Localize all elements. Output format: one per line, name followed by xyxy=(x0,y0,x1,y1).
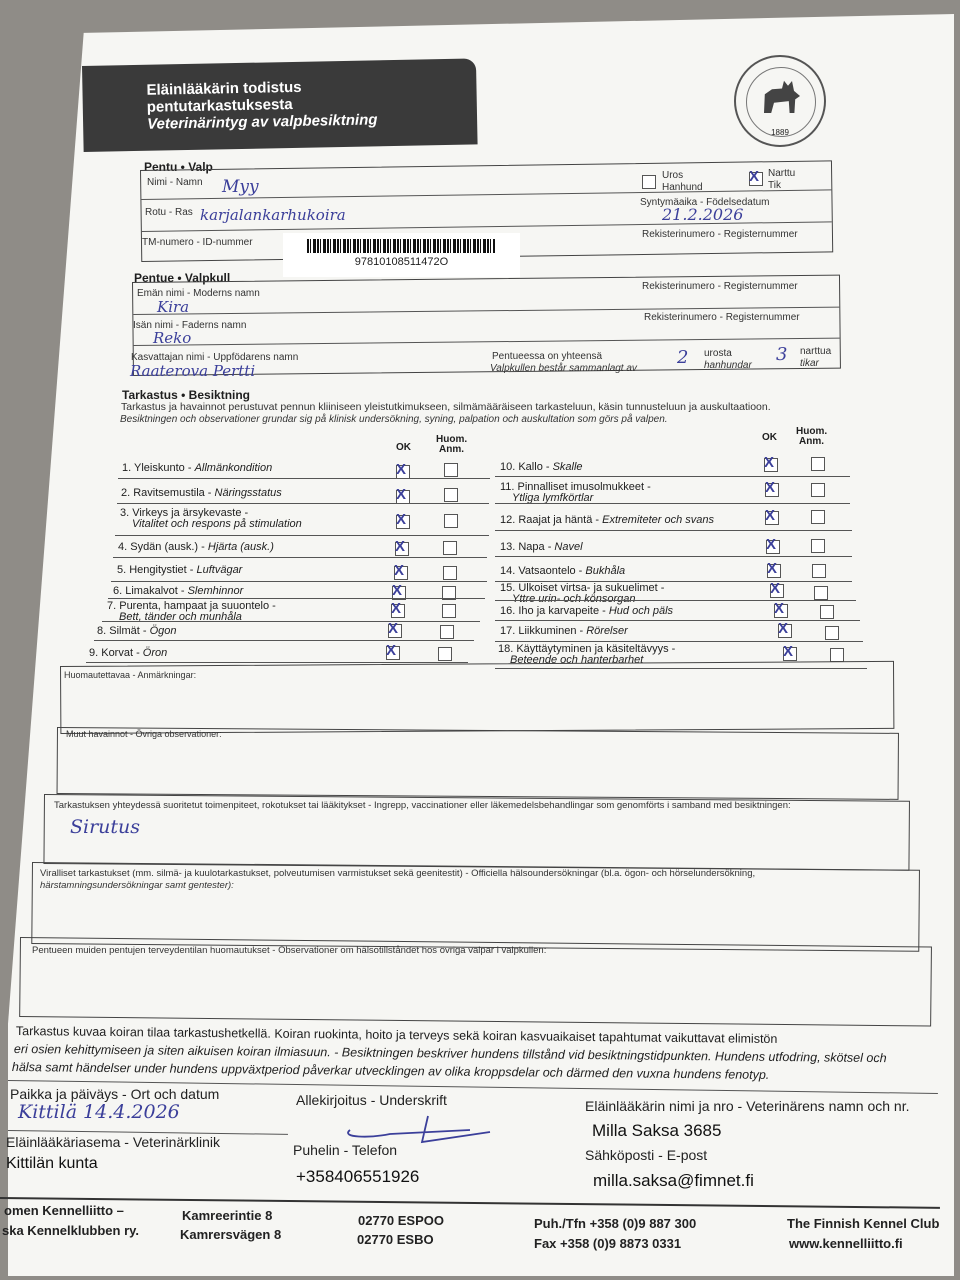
check-mark: X xyxy=(783,643,794,660)
check-mark: X xyxy=(767,560,778,577)
item-label-fi: 10. Kallo - xyxy=(500,461,553,473)
divider xyxy=(495,620,860,621)
item-label-fi: 17. Liikkuminen - xyxy=(500,625,587,637)
item-label-fi: 3. Virkeys ja ärsykevaste - xyxy=(120,507,249,519)
item-label-fi: 8. Silmät - xyxy=(97,625,150,637)
item-label-fi: 11. Pinnalliset imusolmukkeet - xyxy=(500,481,651,493)
father-register-label: Rekisterinumero - Registernummer xyxy=(644,312,800,323)
item-label-sv: Vitalitet och respons på stimulation xyxy=(132,518,302,530)
right-item-9-ok-checkbox[interactable] xyxy=(783,643,797,661)
divider xyxy=(108,598,485,599)
item-label-sv: Allmänkondition xyxy=(194,462,273,474)
divider xyxy=(86,662,468,663)
divider xyxy=(115,535,489,536)
right-item-2-remark-checkbox[interactable] xyxy=(811,483,825,497)
check-mark: X xyxy=(394,562,405,579)
name-value: Myy xyxy=(222,177,259,197)
phone-value: +358406551926 xyxy=(296,1167,420,1186)
divider xyxy=(117,503,489,504)
section-title-tarkastus: Tarkastus • Besiktning xyxy=(122,388,251,402)
item-label-sv: Öron xyxy=(142,647,168,659)
divider xyxy=(495,600,856,601)
right-item-4-remark-checkbox[interactable] xyxy=(811,539,825,553)
kennel-club-seal xyxy=(734,55,826,147)
female-count-value: 3 xyxy=(776,344,788,365)
check-mark: X xyxy=(392,582,403,599)
register-number-label: Rekisterinumero - Registernummer xyxy=(642,229,798,240)
footer-org-fi: omen Kennelliitto – xyxy=(4,1203,124,1218)
remark-column-header-left xyxy=(436,435,467,455)
item-label-fi: 15. Ulkoiset virtsa- ja sukuelimet - xyxy=(500,582,665,594)
right-item-5-remark-checkbox[interactable] xyxy=(812,564,826,578)
right-item-3-remark-checkbox[interactable] xyxy=(811,510,825,524)
right-item-7-label xyxy=(500,606,673,617)
email-value: milla.saksa@fimnet.fi xyxy=(593,1171,754,1190)
right-item-9-remark-checkbox[interactable] xyxy=(830,648,844,662)
left-item-8-ok-checkbox[interactable] xyxy=(388,620,402,638)
divider xyxy=(94,640,474,641)
check-mark: X xyxy=(396,486,407,503)
father-value: Reko xyxy=(153,329,192,347)
right-item-4-label xyxy=(500,542,583,553)
birthdate-value: 21.2.2026 xyxy=(662,205,744,224)
left-item-4-remark-checkbox[interactable] xyxy=(443,541,457,555)
inspection-intro-fi: Tarkastus ja havainnot perustuvat pennun kliiniseen yleistutkimukseen, silmämääräiseen tarkasteluun, käsin tunnusteluun ja auskultaatioon. xyxy=(121,401,771,413)
check-mark: X xyxy=(386,642,397,659)
right-item-3-label xyxy=(500,515,714,526)
male-label-sv: Hanhund xyxy=(662,182,703,193)
item-label-sv: Näringsstatus xyxy=(214,487,282,499)
item-label-sv: Ytliga lymfkörtlar xyxy=(512,492,594,504)
item-label-sv: Hjärta (ausk.) xyxy=(207,541,274,553)
check-mark: X xyxy=(764,454,775,471)
breeder-value: Raaterova Pertti xyxy=(130,362,256,380)
left-item-2-remark-checkbox[interactable] xyxy=(444,488,458,502)
left-item-3-ok-checkbox[interactable] xyxy=(396,511,410,529)
other-observations-label: Muut havainnot - Övriga observationer: xyxy=(66,729,222,739)
footer-address-fi: Kamreerintie 8 xyxy=(182,1208,273,1223)
footer-address-sv: Kamrersvägen 8 xyxy=(180,1227,282,1242)
section-title-pentue: Pentue • Valpkull xyxy=(134,271,231,285)
females-label-sv: tikar xyxy=(800,358,819,369)
remark-header-line1: Huom. xyxy=(436,434,468,445)
left-item-9-remark-checkbox[interactable] xyxy=(438,647,452,661)
item-label-fi: 1. Yleiskunto - xyxy=(122,462,195,474)
item-label-sv: Rörelser xyxy=(586,625,628,637)
item-label-sv: Extremiteter och svans xyxy=(602,514,714,526)
check-mark: X xyxy=(396,461,407,478)
divider xyxy=(102,621,480,622)
mother-register-label: Rekisterinumero - Registernummer xyxy=(642,281,798,292)
check-mark: X xyxy=(765,479,776,496)
footer-org-sv: ska Kennelklubben ry. xyxy=(2,1223,140,1238)
disclaimer-line-1: Tarkastus kuvaa koiran tilaa tarkastushetkellä. Koiran ruokinta, hoito ja terveys sekä koiran kasvuaikaiset tapahtumat vaikuttavat elimistön xyxy=(15,1024,778,1046)
left-item-2-label xyxy=(121,488,282,499)
header-banner xyxy=(82,58,478,152)
left-item-5-label xyxy=(117,565,242,576)
right-item-8-ok-checkbox[interactable] xyxy=(778,620,792,638)
phone-label: Puhelin - Telefon xyxy=(293,1142,398,1158)
check-mark: X xyxy=(396,511,407,528)
check-mark: X xyxy=(765,507,776,524)
item-label-sv: Skalle xyxy=(552,461,583,473)
mother-label: Emän nimi - Moderns namn xyxy=(137,288,260,299)
divider xyxy=(495,476,850,477)
official-tests-label: Viralliset tarkastukset (mm. silmä- ja kuulotarkastukset, polveutumisen varmistukset sekä geenitestit) - Officiella hälsoundersökningar (bl.a. ögon- och hörselundersökning, xyxy=(40,868,756,879)
official-tests-label-2: härstamningsundersökningar samt gentester): xyxy=(40,880,234,891)
right-item-6-label xyxy=(500,583,664,605)
vet-name-value: Milla Saksa 3685 xyxy=(592,1121,722,1140)
divider xyxy=(495,641,863,642)
footer-fax: Fax +358 (0)9 8873 0331 xyxy=(534,1236,682,1251)
males-label-sv: hanhundar xyxy=(704,360,752,371)
male-label: Uros xyxy=(662,170,684,181)
left-item-5-remark-checkbox[interactable] xyxy=(443,566,457,580)
males-label: urosta xyxy=(704,348,732,359)
email-label: Sähköposti - E-post xyxy=(585,1147,708,1163)
place-date-label: Paikka ja päiväys - Ort och datum xyxy=(10,1086,220,1102)
left-item-7-label xyxy=(107,601,276,623)
left-item-2-ok-checkbox[interactable] xyxy=(396,486,410,504)
signature-scribble xyxy=(330,1108,500,1146)
females-label: narttua xyxy=(800,346,832,357)
item-label-sv: Hud och päls xyxy=(608,605,674,617)
item-label-fi: 9. Korvat - xyxy=(89,647,143,659)
item-label-fi: 12. Raajat ja häntä - xyxy=(500,514,603,526)
procedures-label: Tarkastuksen yhteydessä suoritetut toimenpiteet, rokotukset tai lääkitykset - Ingrepp, vaccinationer eller läkemedelsbehandlingar som genomförts i samband med besiktningen: xyxy=(54,800,791,811)
divider xyxy=(495,530,852,531)
inspection-intro-sv: Besiktningen och observationer grundar sig på klinisk undersökning, syning, palpation och auskultation som görs på valpen. xyxy=(120,414,668,425)
item-label-sv: Slemhinnor xyxy=(187,585,244,597)
right-item-5-label xyxy=(500,566,625,577)
female-checkbox[interactable] xyxy=(749,168,763,186)
breed-label: Rotu - Ras xyxy=(145,207,193,218)
disclaimer-line-2: eri osien kehittymiseen ja siten aikuisen koiran ilmiasuun. - Besiktningen beskriver hundens tillstånd vid besiktningstidpunkten. Hundens utfodring, skötsel och xyxy=(13,1042,887,1066)
left-item-7-ok-checkbox[interactable] xyxy=(391,600,405,618)
right-item-2-ok-checkbox[interactable] xyxy=(765,479,779,497)
id-number-label: TM-numero - ID-nummer xyxy=(142,237,253,248)
left-item-3-label xyxy=(120,508,302,530)
item-label-fi: 7. Purenta, hampaat ja suuontelo - xyxy=(107,600,276,612)
barcode-number: 97810108511472O xyxy=(354,256,449,268)
left-item-7-remark-checkbox[interactable] xyxy=(442,604,456,618)
barcode-bars xyxy=(307,239,495,253)
footer-zip-sv: 02770 ESBO xyxy=(357,1232,434,1247)
divider xyxy=(111,581,487,582)
birthdate-label: Syntymäaika - Födelsedatum xyxy=(640,197,770,208)
right-item-8-label xyxy=(500,626,628,637)
seal-inner-ring xyxy=(746,67,816,137)
right-item-6-remark-checkbox[interactable] xyxy=(814,586,828,600)
mother-value: Kira xyxy=(157,298,190,316)
divider xyxy=(113,557,487,558)
right-item-3-ok-checkbox[interactable] xyxy=(765,507,779,525)
seal-year: 1889 xyxy=(771,128,789,137)
item-label-fi: 5. Hengitystiet - xyxy=(117,564,197,576)
section-title-pentu: Pentu • Valp xyxy=(144,160,213,174)
item-label-fi: 6. Limakalvot - xyxy=(113,585,188,597)
vet-name-label: Eläinlääkärin nimi ja nro - Veterinärens namn och nr. xyxy=(585,1098,910,1114)
divider xyxy=(495,503,850,504)
divider xyxy=(495,556,852,557)
clinic-value: Kittilän kunta xyxy=(6,1155,98,1172)
breeder-label: Kasvattajan nimi - Uppfödarens namn xyxy=(131,352,299,363)
right-item-4-ok-checkbox[interactable] xyxy=(766,536,780,554)
item-label-fi: 4. Sydän (ausk.) - xyxy=(118,541,208,553)
item-label-sv: Luftvägar xyxy=(196,564,243,576)
check-mark: X xyxy=(766,536,777,553)
item-label-fi: 2. Ravitsemustila - xyxy=(121,487,215,499)
right-item-6-ok-checkbox[interactable] xyxy=(770,580,784,598)
litter-total-label: Pentueessa on yhteensä xyxy=(492,351,603,362)
litter-total-label-sv: Valpkullen består sammanlagt av xyxy=(490,363,637,374)
remark-header-line2: Anm. xyxy=(439,444,465,455)
header-title-fi-2: pentutarkastuksesta xyxy=(146,95,293,116)
item-label-fi: 14. Vatsaontelo - xyxy=(500,565,586,577)
item-label-sv: Beteende och hanterbarhet xyxy=(510,654,644,666)
remark-column-header-right xyxy=(796,427,827,447)
check-mark: X xyxy=(391,600,402,617)
left-item-4-label xyxy=(118,542,274,553)
remark-header-line1: Huom. xyxy=(796,426,828,437)
check-mark: X xyxy=(395,538,406,555)
footer-club-name: The Finnish Kennel Club xyxy=(787,1216,940,1231)
check-mark: X xyxy=(774,600,785,617)
item-label-fi: 16. Iho ja karvapeite - xyxy=(500,605,609,617)
item-label-sv: Bukhåla xyxy=(585,565,626,577)
item-label-sv: Ögon xyxy=(149,625,177,637)
right-item-1-ok-checkbox[interactable] xyxy=(764,454,778,472)
item-label-sv: Navel xyxy=(554,541,583,553)
right-item-1-label xyxy=(500,462,583,473)
left-item-8-label xyxy=(97,626,177,637)
procedures-value: Sirutus xyxy=(70,816,141,838)
litter-health-label: Pentueen muiden pentujen terveydentilan huomautukset - Observationer om hälsotillståndet hos övriga valpar i valpkullen: xyxy=(32,945,547,956)
left-item-9-label xyxy=(89,648,167,659)
remark-header-line2: Anm. xyxy=(799,436,825,447)
male-count-value: 2 xyxy=(677,347,689,368)
right-item-1-remark-checkbox[interactable] xyxy=(811,457,825,471)
header-title-sv: Veterinärintyg av valpbesiktning xyxy=(146,111,378,133)
footer-zip-fi: 02770 ESPOO xyxy=(358,1213,444,1228)
footer-website[interactable]: www.kennelliitto.fi xyxy=(789,1236,903,1251)
left-item-6-label xyxy=(113,586,243,597)
ok-column-header-right: OK xyxy=(762,432,777,443)
left-item-5-ok-checkbox[interactable] xyxy=(394,562,408,580)
left-item-8-remark-checkbox[interactable] xyxy=(440,625,454,639)
female-check-mark: X xyxy=(749,168,760,185)
right-item-5-ok-checkbox[interactable] xyxy=(767,560,781,578)
breed-value: karjalankarhukoira xyxy=(200,206,346,224)
signature-label: Allekirjoitus - Underskrift xyxy=(296,1092,447,1108)
check-mark: X xyxy=(770,580,781,597)
male-checkbox[interactable] xyxy=(642,175,656,189)
left-item-3-remark-checkbox[interactable] xyxy=(444,514,458,528)
left-item-4-ok-checkbox[interactable] xyxy=(395,538,409,556)
footer-phone: Puh./Tfn +358 (0)9 887 300 xyxy=(534,1216,697,1231)
right-item-7-ok-checkbox[interactable] xyxy=(774,600,788,618)
remarks-label: Huomautettavaa - Anmärkningar: xyxy=(64,670,197,680)
left-item-1-ok-checkbox[interactable] xyxy=(396,461,410,479)
right-item-7-remark-checkbox[interactable] xyxy=(820,605,834,619)
item-label-fi: 18. Käyttäytyminen ja käsiteltävyys - xyxy=(498,643,676,655)
place-date-value: Kittilä 14.4.2026 xyxy=(18,1101,180,1123)
left-item-1-remark-checkbox[interactable] xyxy=(444,463,458,477)
header-title-fi-1: Eläinlääkärin todistus xyxy=(146,78,302,99)
name-label: Nimi - Namn xyxy=(147,177,203,188)
item-label-fi: 13. Napa - xyxy=(500,541,555,553)
female-label-sv: Tik xyxy=(768,180,781,191)
right-item-2-label xyxy=(500,482,651,504)
female-label: Narttu xyxy=(768,168,796,179)
divider xyxy=(134,338,840,346)
item-label-sv: Bett, tänder och munhåla xyxy=(119,611,242,623)
disclaimer-line-3: hälsa samt händelser under hundens uppväxtperiod påverkar utvecklingen av olika kroppsdelar och därmed den vuxna hundens fenotyp. xyxy=(11,1060,770,1082)
left-item-1-label xyxy=(122,463,272,474)
ok-column-header-left: OK xyxy=(396,442,411,453)
father-label: Isän nimi - Faderns namn xyxy=(133,320,247,331)
right-item-8-remark-checkbox[interactable] xyxy=(825,626,839,640)
item-label-sv: Yttre urin- och könsorgan xyxy=(512,593,636,605)
clinic-label: Eläinlääkäriasema - Veterinärklinik xyxy=(6,1134,220,1150)
check-mark: X xyxy=(778,620,789,637)
divider xyxy=(118,478,490,479)
left-item-9-ok-checkbox[interactable] xyxy=(386,642,400,660)
microchip-barcode-label xyxy=(283,233,520,277)
check-mark: X xyxy=(388,620,399,637)
